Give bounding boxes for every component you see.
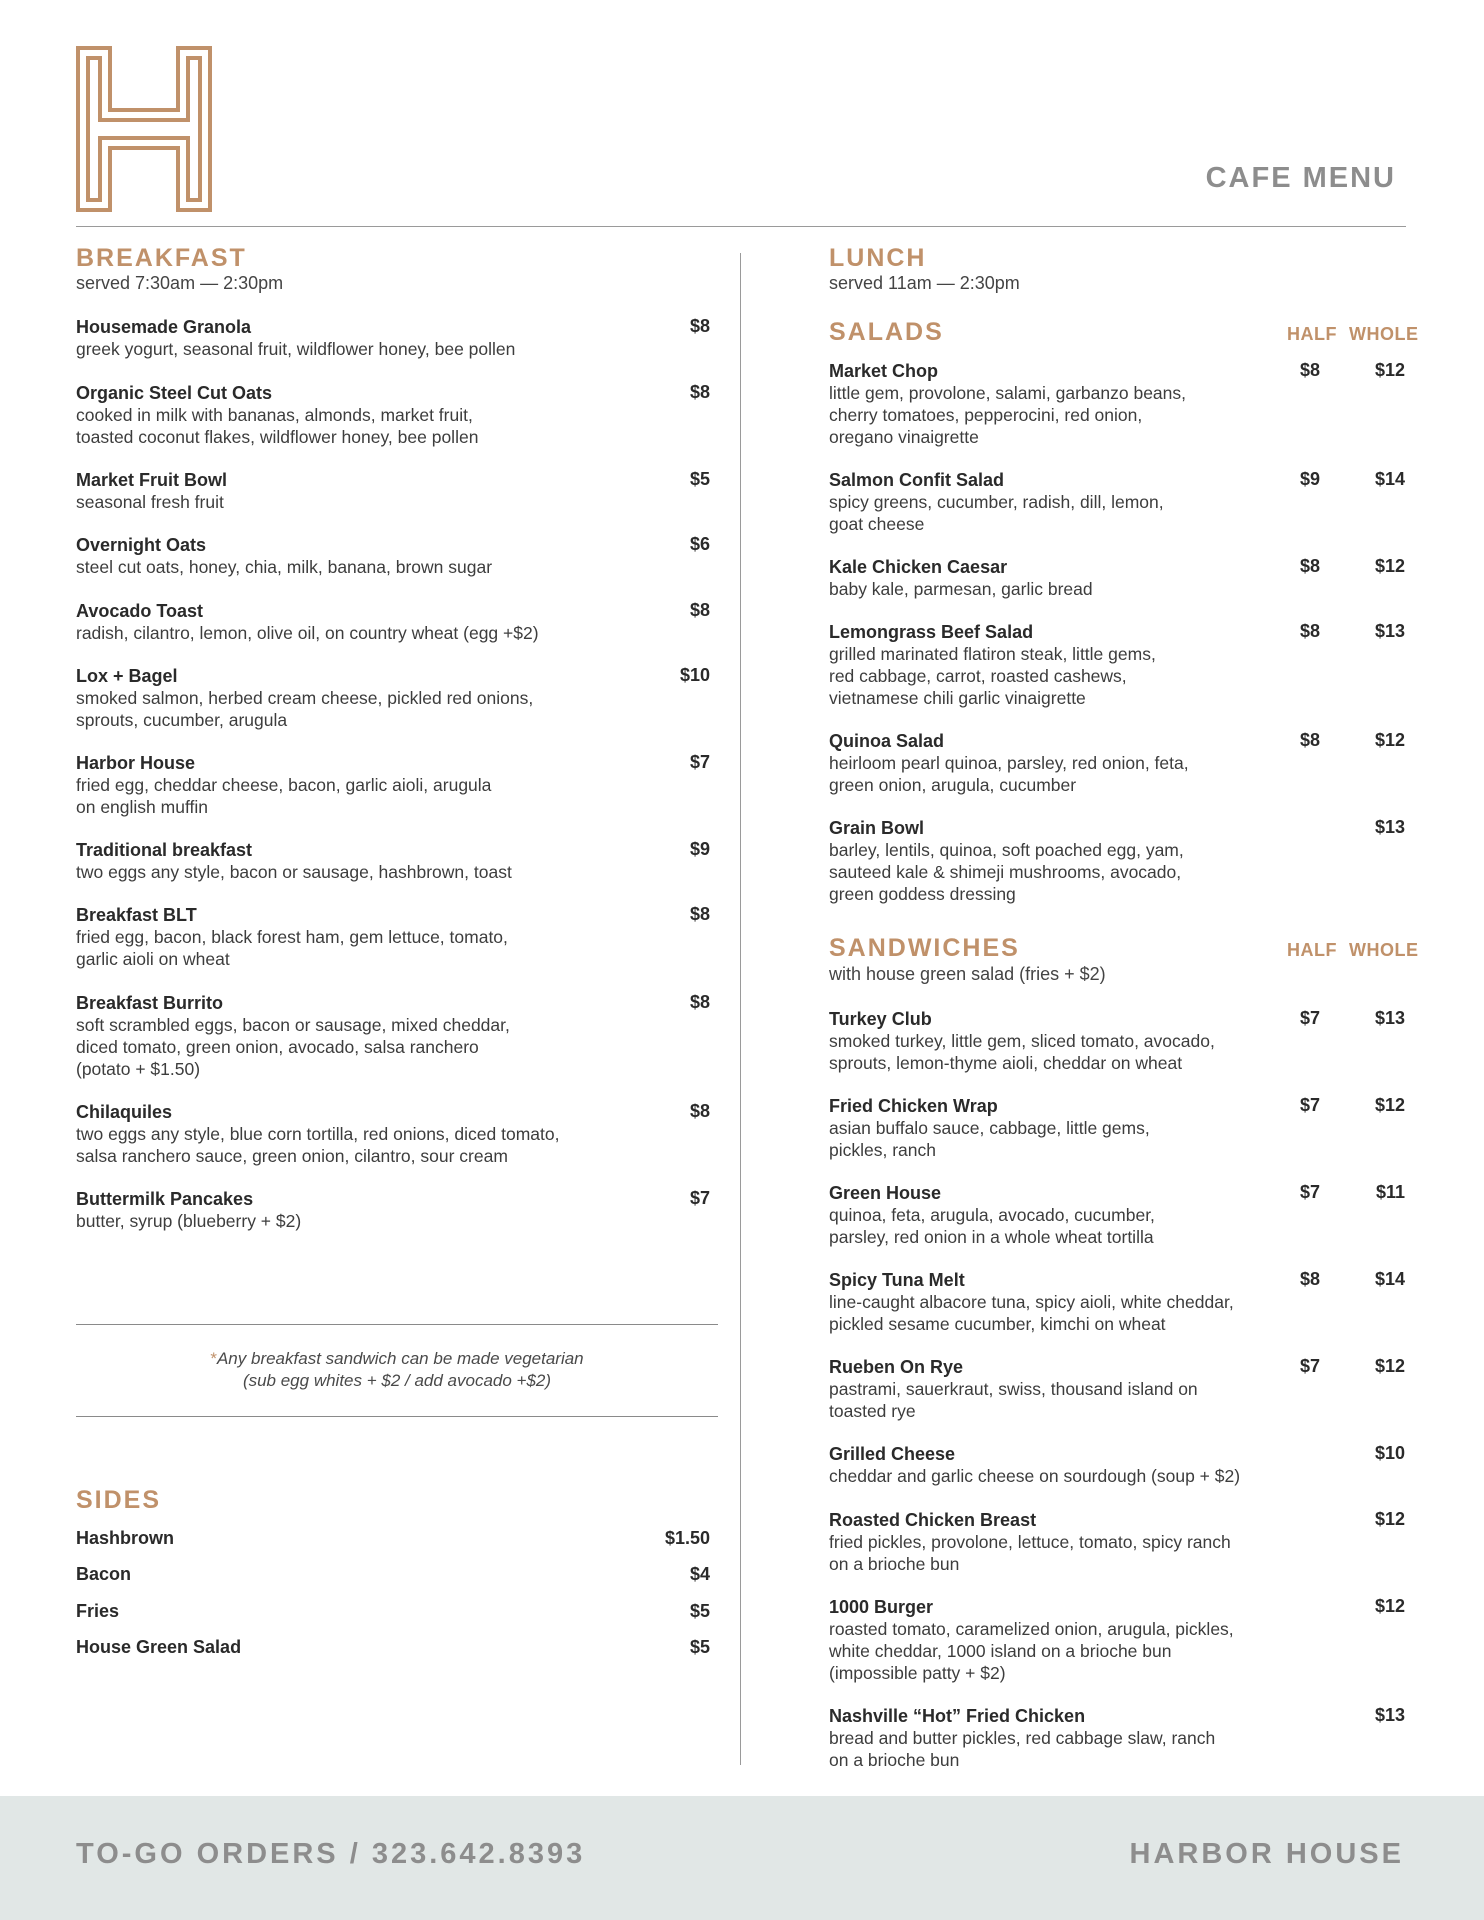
sandwich-item (829, 1509, 1231, 1575)
breakfast-item (76, 904, 508, 970)
item-description: fried egg, cheddar cheese, bacon, garlic aioli, arugula on english muffin (76, 775, 492, 817)
item-name: Nashville “Hot” Fried Chicken (829, 1706, 1086, 1726)
breakfast-item (76, 665, 533, 731)
item-name: Roasted Chicken Breast (829, 1510, 1037, 1530)
item-description: grilled marinated flatiron steak, little gems, red cabbage, carrot, roasted cashews, vietnamese chili garlic vinaigrette (829, 644, 1156, 708)
whole-price: $14 (1374, 1269, 1405, 1289)
item-description: steel cut oats, honey, chia, milk, banana, brown sugar (76, 557, 493, 577)
whole-price: $12 (1374, 1356, 1405, 1376)
item-price: $8 (689, 316, 710, 336)
sides-title: SIDES (76, 1486, 162, 1514)
breakfast-item (76, 316, 515, 360)
breakfast-item (76, 752, 491, 818)
item-name: Salmon Confit Salad (829, 470, 1005, 490)
item-name: Chilaquiles (76, 1102, 173, 1122)
footer-bar (0, 1796, 1484, 1920)
salad-item (829, 621, 1156, 709)
item-description: quinoa, feta, arugula, avocado, cucumber, parsley, red onion in a whole wheat tortilla (829, 1205, 1155, 1247)
half-price: $7 (1299, 1182, 1320, 1202)
item-price: $8 (689, 992, 710, 1012)
item-name: Traditional breakfast (76, 840, 253, 860)
half-price: $7 (1299, 1095, 1320, 1115)
sandwich-item (829, 1596, 1234, 1684)
breakfast-item (76, 839, 512, 883)
item-description: baby kale, parmesan, garlic bread (829, 579, 1093, 599)
asterisk: * (210, 1349, 217, 1368)
half-price: $8 (1299, 730, 1320, 750)
item-price: $8 (689, 1101, 710, 1121)
sandwich-item (829, 1095, 1150, 1161)
item-name: Quinoa Salad (829, 731, 945, 751)
item-description: smoked salmon, herbed cream cheese, pickled red onions, sprouts, cucumber, arugula (76, 688, 534, 730)
breakfast-item (76, 382, 478, 448)
side-item-name: House Green Salad (76, 1637, 242, 1657)
lunch-title: LUNCH (829, 244, 927, 272)
item-price: $8 (689, 904, 710, 924)
salad-item (829, 817, 1184, 905)
item-description: roasted tomato, caramelized onion, arugula, pickles, white cheddar, 1000 island on a brioche bun (impossible patty + $2) (829, 1619, 1234, 1683)
sandwich-item (829, 1269, 1234, 1335)
item-name: Lox + Bagel (76, 666, 178, 686)
breakfast-title: BREAKFAST (76, 244, 247, 272)
note-text: Any breakfast sandwich can be made vegetarian (sub egg whites + $2 / add avocado +$2) (216, 1349, 584, 1390)
item-name: Rueben On Rye (829, 1357, 964, 1377)
breakfast-item (76, 600, 539, 644)
item-name: Harbor House (76, 753, 196, 773)
item-name: Spicy Tuna Melt (829, 1270, 965, 1290)
item-description: cooked in milk with bananas, almonds, market fruit, toasted coconut flakes, wildflower honey, bee pollen (76, 405, 479, 447)
side-item-price: $1.50 (664, 1528, 710, 1548)
breakfast-item (76, 1188, 301, 1232)
item-name: Turkey Club (829, 1009, 932, 1029)
side-item-price: $4 (689, 1564, 710, 1584)
item-name: Grilled Cheese (829, 1444, 956, 1464)
item-name: Organic Steel Cut Oats (76, 383, 273, 403)
item-name: Fried Chicken Wrap (829, 1096, 998, 1116)
item-description: bread and butter pickles, red cabbage slaw, ranch on a brioche bun (829, 1728, 1216, 1770)
item-description: butter, syrup (blueberry + $2) (76, 1211, 302, 1231)
salad-item (829, 360, 1186, 448)
item-description: two eggs any style, blue corn tortilla, red onions, diced tomato, salsa ranchero sauce, green onion, cilantro, sour cream (76, 1124, 560, 1166)
sandwich-item (829, 1008, 1215, 1074)
sandwich-item (829, 1443, 1240, 1487)
whole-column-header: WHOLE (1349, 940, 1419, 960)
breakfast-item (76, 534, 492, 578)
item-description: cheddar and garlic cheese on sourdough (soup + $2) (829, 1466, 1241, 1486)
side-item-price: $5 (689, 1601, 710, 1621)
side-item-price: $5 (689, 1637, 710, 1657)
side-item-name: Fries (76, 1601, 120, 1621)
salad-item (829, 469, 1164, 535)
whole-price: $13 (1374, 1705, 1405, 1725)
item-description: radish, cilantro, lemon, olive oil, on country wheat (egg +$2) (76, 623, 539, 643)
half-price: $8 (1299, 556, 1320, 576)
half-price: $7 (1299, 1008, 1320, 1028)
note-divider-bottom (76, 1416, 718, 1417)
item-name: Overnight Oats (76, 535, 207, 555)
whole-price: $14 (1374, 469, 1405, 489)
item-price: $8 (689, 600, 710, 620)
salad-item (829, 556, 1093, 600)
salad-item (829, 730, 1189, 796)
whole-price: $12 (1374, 556, 1405, 576)
half-price: $8 (1299, 360, 1320, 380)
salads-title: SALADS (829, 318, 944, 346)
side-item-name: Bacon (76, 1564, 132, 1584)
item-name: Avocado Toast (76, 601, 204, 621)
item-name: Market Chop (829, 361, 939, 381)
item-name: Buttermilk Pancakes (76, 1189, 254, 1209)
item-name: Breakfast BLT (76, 905, 197, 925)
half-column-header: HALF (1287, 940, 1337, 960)
item-description: smoked turkey, little gem, sliced tomato, avocado, sprouts, lemon-thyme aioli, cheddar on wheat (829, 1031, 1215, 1073)
item-price: $5 (689, 469, 710, 489)
half-price: $8 (1299, 1269, 1320, 1289)
breakfast-item (76, 1101, 559, 1167)
page-title: CAFE MENU (1205, 162, 1396, 194)
breakfast-item (76, 469, 227, 513)
item-name: Market Fruit Bowl (76, 470, 228, 490)
item-name: Housemade Granola (76, 317, 252, 337)
harbor-house-logo (76, 46, 212, 212)
whole-price: $12 (1374, 1095, 1405, 1115)
sandwich-item (829, 1182, 1155, 1248)
item-name: 1000 Burger (829, 1597, 934, 1617)
item-description: soft scrambled eggs, bacon or sausage, mixed cheddar, diced tomato, green onion, avocado, salsa ranchero (potato + $1.50) (76, 1015, 510, 1079)
item-price: $9 (689, 839, 710, 859)
sandwiches-title: SANDWICHES (829, 934, 1020, 962)
half-price: $9 (1299, 469, 1320, 489)
footer-brand: HARBOR HOUSE (1129, 1838, 1404, 1870)
item-price: $8 (689, 382, 710, 402)
sandwich-item (829, 1356, 1198, 1422)
item-description: pastrami, sauerkraut, swiss, thousand island on toasted rye (829, 1379, 1198, 1421)
whole-column-header: WHOLE (1349, 324, 1419, 344)
sandwiches-subtitle: with house green salad (fries + $2) (829, 964, 1106, 984)
note-divider-top (76, 1324, 718, 1325)
item-description: two eggs any style, bacon or sausage, hashbrown, toast (76, 862, 512, 882)
item-description: seasonal fresh fruit (76, 492, 224, 512)
breakfast-item (76, 992, 510, 1080)
header-divider (76, 226, 1406, 227)
item-price: $6 (689, 534, 710, 554)
item-name: Green House (829, 1183, 942, 1203)
item-description: fried pickles, provolone, lettuce, tomato, spicy ranch on a brioche bun (829, 1532, 1231, 1574)
half-price: $8 (1299, 621, 1320, 641)
side-item-name: Hashbrown (76, 1528, 175, 1548)
item-description: asian buffalo sauce, cabbage, little gems, pickles, ranch (829, 1118, 1150, 1160)
whole-price: $13 (1374, 1008, 1405, 1028)
whole-price: $12 (1374, 730, 1405, 750)
item-description: barley, lentils, quinoa, soft poached egg, yam, sauteed kale & shimeji mushrooms, avocado, green goddess dressing (829, 840, 1184, 904)
breakfast-hours: served 7:30am — 2:30pm (76, 273, 284, 293)
item-name: Lemongrass Beef Salad (829, 622, 1034, 642)
vegetarian-note (76, 1348, 718, 1392)
item-price: $10 (679, 665, 710, 685)
whole-price: $10 (1374, 1443, 1405, 1463)
item-name: Breakfast Burrito (76, 993, 224, 1013)
item-price: $7 (689, 1188, 710, 1208)
item-description: heirloom pearl quinoa, parsley, red onion, feta, green onion, arugula, cucumber (829, 753, 1189, 795)
whole-price: $12 (1374, 360, 1405, 380)
item-description: line-caught albacore tuna, spicy aioli, white cheddar, pickled sesame cucumber, kimchi on wheat (829, 1292, 1234, 1334)
item-description: spicy greens, cucumber, radish, dill, lemon, goat cheese (829, 492, 1164, 534)
column-divider (740, 253, 741, 1765)
whole-price: $12 (1374, 1509, 1405, 1529)
to-go-orders-phone[interactable]: TO-GO ORDERS / 323.642.8393 (76, 1838, 586, 1870)
sandwich-item (829, 1705, 1215, 1771)
item-price: $7 (689, 752, 710, 772)
whole-price: $13 (1374, 817, 1405, 837)
whole-price: $13 (1374, 621, 1405, 641)
half-column-header: HALF (1287, 324, 1337, 344)
item-description: greek yogurt, seasonal fruit, wildflower honey, bee pollen (76, 339, 516, 359)
item-name: Kale Chicken Caesar (829, 557, 1008, 577)
whole-price: $11 (1375, 1182, 1405, 1202)
item-name: Grain Bowl (829, 818, 925, 838)
item-description: little gem, provolone, salami, garbanzo beans, cherry tomatoes, pepperocini, red onion, oregano vinaigrette (829, 383, 1187, 447)
lunch-hours: served 11am — 2:30pm (829, 273, 1020, 293)
item-description: fried egg, bacon, black forest ham, gem lettuce, tomato, garlic aioli on wheat (76, 927, 508, 969)
half-price: $7 (1299, 1356, 1320, 1376)
whole-price: $12 (1374, 1596, 1405, 1616)
